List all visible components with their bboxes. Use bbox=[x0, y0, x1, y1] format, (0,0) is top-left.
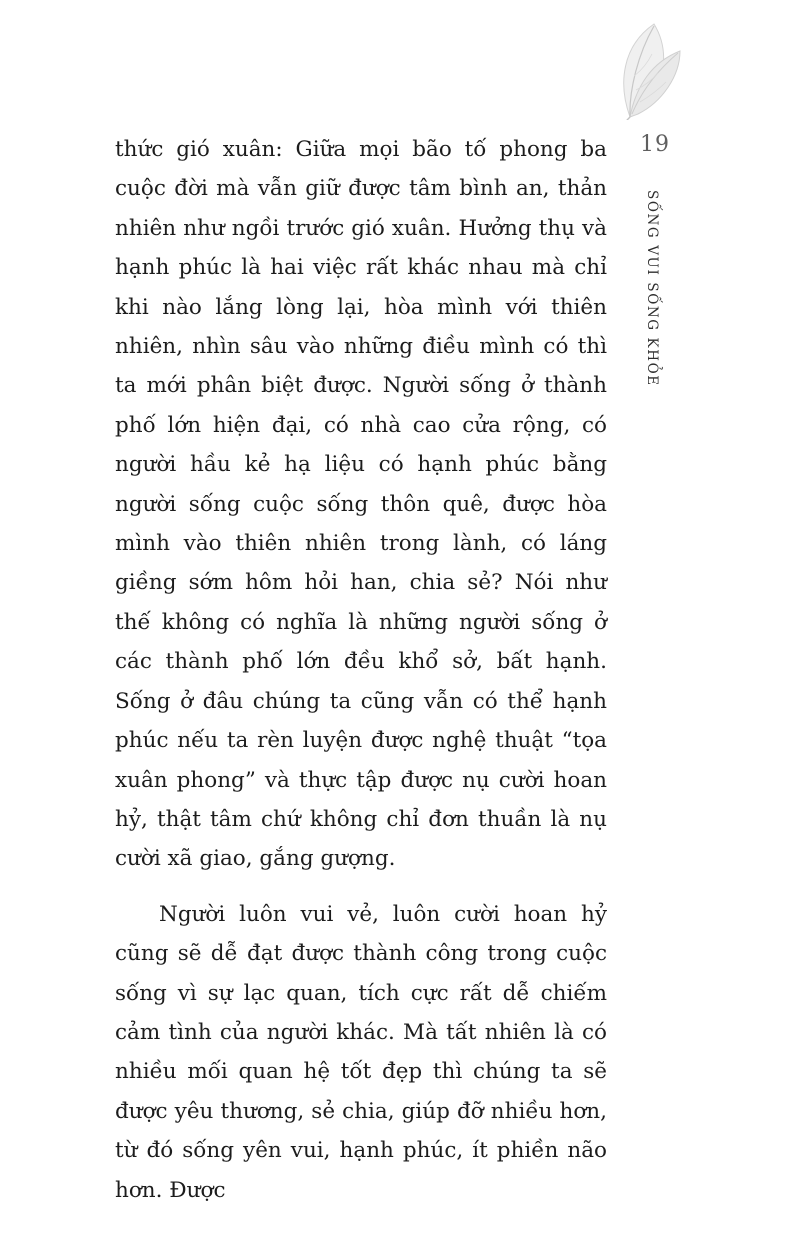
paragraph-2: Người luôn vui vẻ, luôn cười hoan hỷ cũng sẽ dễ đạt được thành công trong cuộc sống vì sự lạc quan, tích cực rất dễ chiếm cảm tình của người khác. Mà tất nhiên là có nhiều mối quan hệ tốt đẹp thì chúng ta sẽ được yêu thương, sẻ chia, giúp đỡ nhiều hơn, từ đó sống yên vui, hạnh phúc, ít phiền não hơn. Được bbox=[115, 901, 607, 1203]
paragraph-1: thức gió xuân: Giữa mọi bão tố phong ba cuộc đời mà vẫn giữ được tâm bình an, thản nhiên như ngồi trước gió xuân. Hưởng thụ và hạnh phúc là hai việc rất khác nhau mà chỉ khi nào lắng lòng lại, hòa mình với thiên nhiên, nhìn sâu vào những điều mình có thì ta mới phân biệt được. Người sống ở thành phố lớn hiện đại, có nhà cao cửa rộng, có người hầu kẻ hạ liệu có hạnh phúc bằng người sống cuộc sống thôn quê, được hòa mình vào thiên nhiên trong lành, có láng giềng sớm hôm hỏi han, chia sẻ? Nói như thế không có nghĩa là những người sống ở các thành phố lớn đều khổ sở, bất hạnh. Sống ở đâu chúng ta cũng vẫn có thể hạnh phúc nếu ta rèn luyện được nghệ thuật “tọa xuân phong” và thực tập được nụ cười hoan hỷ, thật tâm chứ không chỉ đơn thuần là nụ cười xã giao, gắng gượng. bbox=[115, 137, 607, 872]
running-title: SỐNG VUI SỐNG KHỎE bbox=[644, 190, 660, 387]
body-text-column bbox=[115, 130, 607, 1210]
page-number: 19 bbox=[640, 132, 670, 157]
leaf-decoration-icon bbox=[596, 20, 701, 120]
